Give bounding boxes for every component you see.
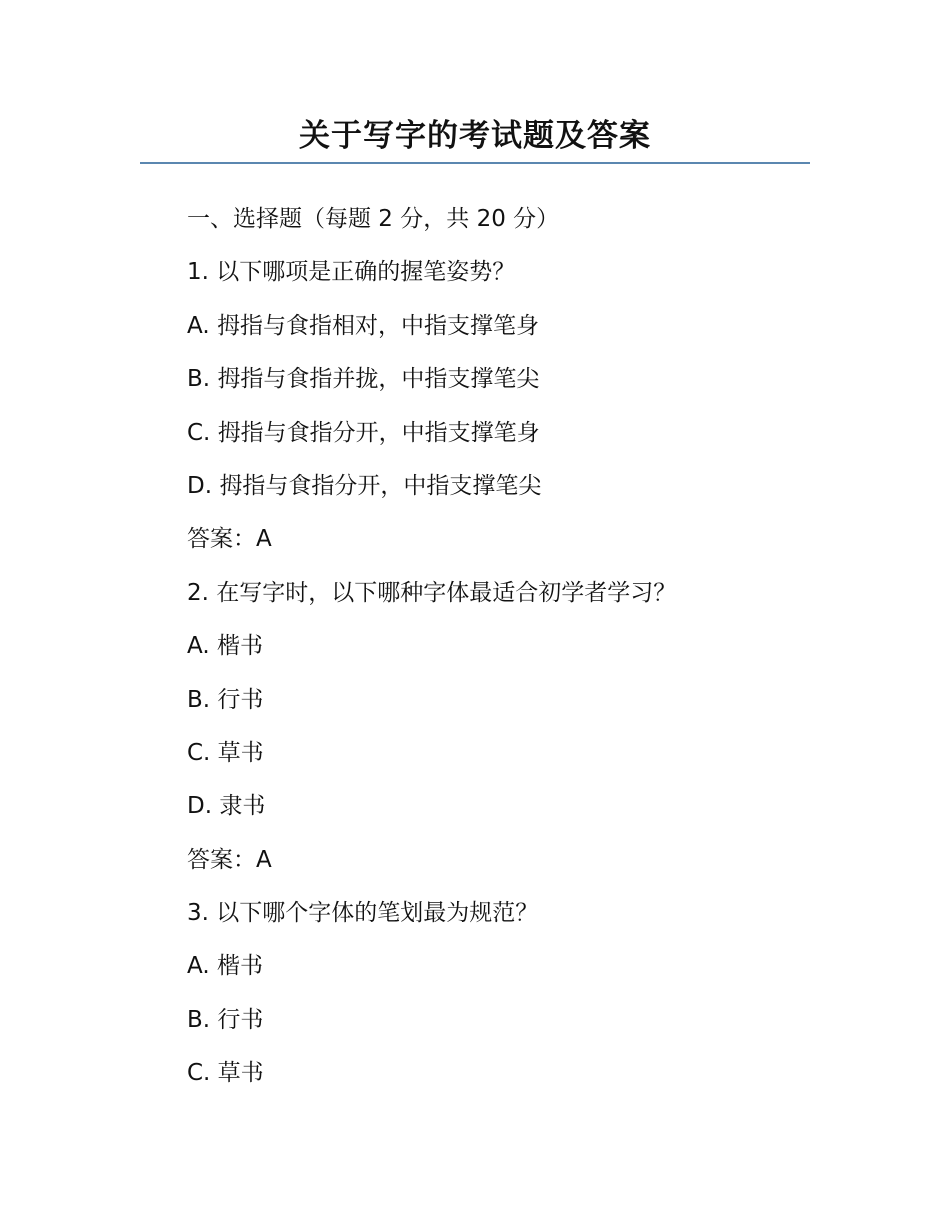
question-2-option-c: C. 草书 bbox=[187, 739, 264, 766]
question-1-answer: 答案：A bbox=[187, 526, 272, 553]
question-1-option-c: C. 拇指与食指分开，中指支撑笔身 bbox=[187, 419, 540, 446]
question-3-option-c: C. 草书 bbox=[187, 1060, 264, 1087]
question-1-option-d: D. 拇指与食指分开，中指支撑笔尖 bbox=[187, 472, 542, 499]
question-3-option-b: B. 行书 bbox=[187, 1006, 264, 1033]
question-1-option-a: A. 拇指与食指相对，中指支撑笔身 bbox=[187, 312, 539, 339]
document-title: 关于写字的考试题及答案 bbox=[299, 118, 651, 154]
section-heading: 一、选择题（每题 2 分，共 20 分） bbox=[187, 206, 560, 232]
question-2-option-d: D. 隶书 bbox=[187, 793, 266, 820]
question-2-answer: 答案：A bbox=[187, 846, 272, 873]
question-3: 3. 以下哪个字体的笔划最为规范？ bbox=[187, 900, 539, 927]
question-2: 2. 在写字时，以下哪种字体最适合初学者学习？ bbox=[187, 579, 677, 606]
question-1: 1. 以下哪项是正确的握笔姿势？ bbox=[187, 259, 516, 286]
question-3-option-a: A. 楷书 bbox=[187, 953, 263, 980]
question-2-option-b: B. 行书 bbox=[187, 686, 264, 713]
question-2-option-a: A. 楷书 bbox=[187, 633, 263, 660]
document-body bbox=[187, 193, 807, 1101]
question-1-option-b: B. 拇指与食指并拢，中指支撑笔尖 bbox=[187, 366, 540, 393]
title-underline bbox=[140, 162, 810, 164]
